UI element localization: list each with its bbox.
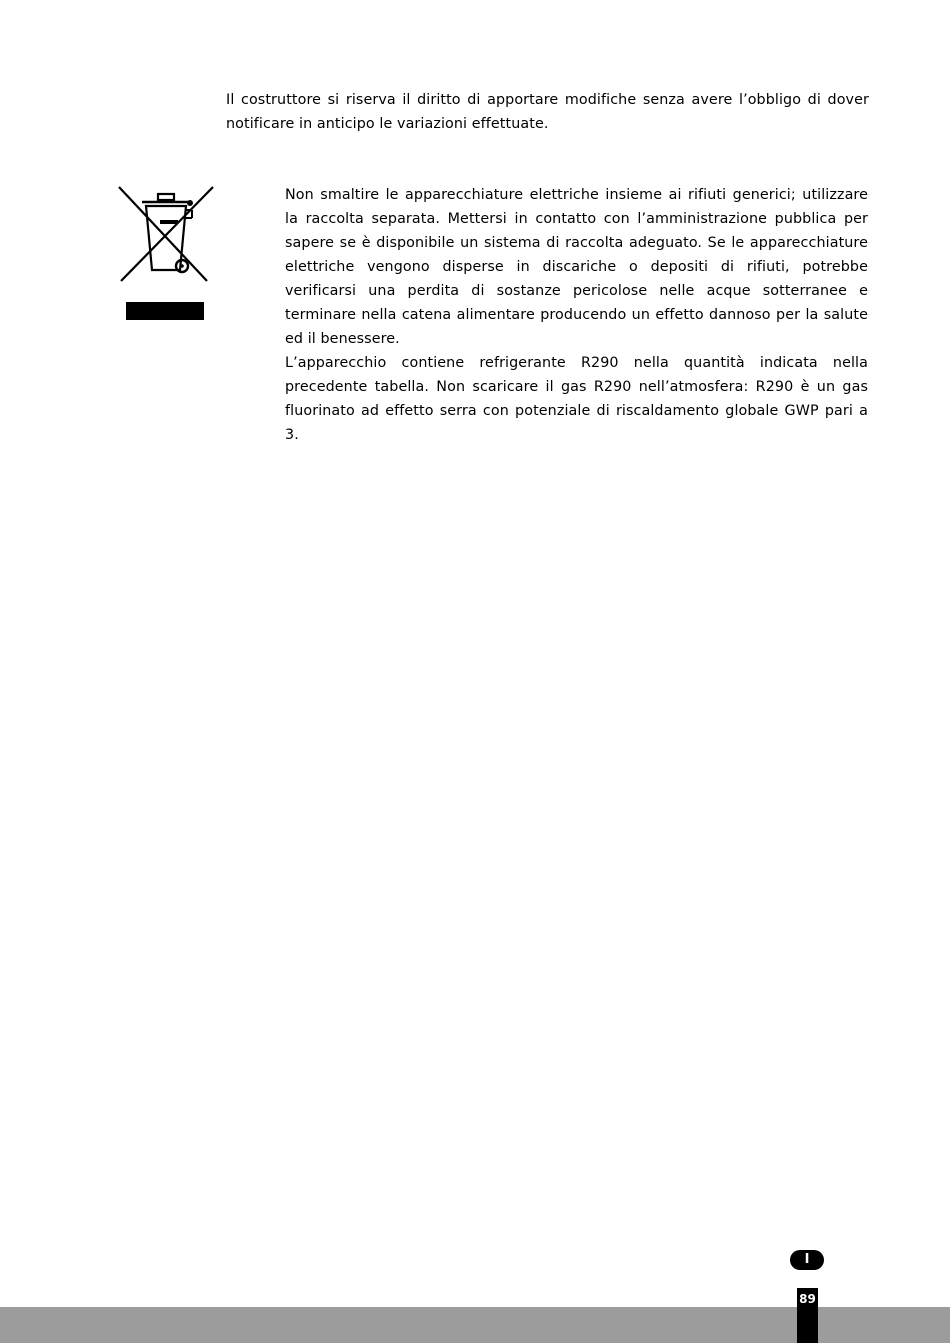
weee-crossed-bin-icon [116,184,216,324]
page-number-tab [797,1288,818,1343]
language-badge: I [790,1250,824,1270]
refrigerant-r290-notice: L’apparecchio contiene refrigerante R290 nella quantità indicata nella precedente tabella. Non scaricare il gas R290 nell’atmosfera: R290 è un gas fluorinato ad effetto serra con potenziale di riscaldamento globale GWP pari a 3. [285,355,868,443]
weee-disposal-notice: Non smaltire le apparecchiature elettriche insieme ai rifiuti generici; utilizzare la raccolta separata. Mettersi in contatto con l’amministrazione pubblica per sapere se è disponibile un sistema di raccolta adeguato. Se le apparecchiature elettriche vengono disperse in discariche o depositi di rifiuti, potrebbe verificarsi una perdita di sostanze pericolose nelle acque sotterranee e terminare nella catena alimentare producendo un effetto dannoso per la salute ed il benessere. [285,187,868,347]
page-number: 89 [799,1292,816,1306]
manufacturer-disclaimer: Il costruttore si riserva il diritto di apportare modifiche senza avere l’obbligo di dover notificare in anticipo le variazioni effettuate. [226,92,869,132]
